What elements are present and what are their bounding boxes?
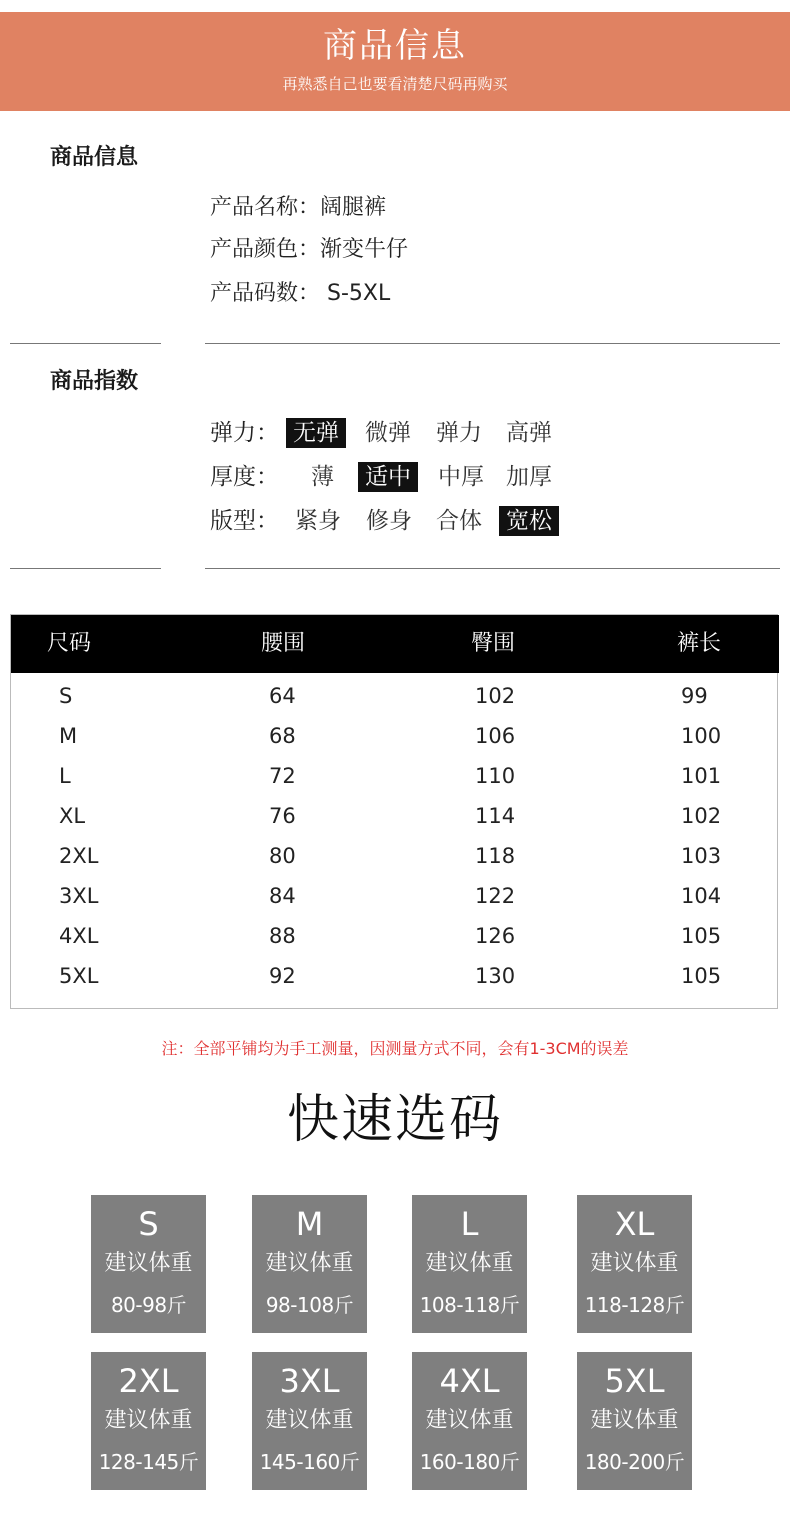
table-cell: 5XL: [59, 964, 99, 988]
thickness-label: 厚度：: [210, 464, 279, 490]
card-size-label: M: [295, 1205, 324, 1243]
table-cell: 130: [475, 964, 516, 988]
size-card: [577, 1195, 692, 1333]
table-cell: XL: [59, 804, 86, 828]
fit-option: 修身: [366, 508, 412, 534]
table-row: [11, 796, 777, 836]
thickness-option: 中厚: [438, 464, 484, 490]
table-cell: 118: [475, 844, 516, 868]
card-size-label: S: [138, 1205, 159, 1243]
card-weight-label: 建议体重: [104, 1251, 193, 1276]
table-cell: 88: [269, 924, 296, 948]
elasticity-label: 弹力：: [210, 420, 279, 446]
product-name-line: 产品名称：阔腿裤: [210, 195, 387, 220]
card-weight-label: 建议体重: [590, 1251, 679, 1276]
thickness-option-selected: 适中: [358, 462, 418, 492]
card-weight-range: 108-118斤: [419, 1293, 520, 1317]
card-weight-range: 160-180斤: [419, 1450, 520, 1474]
card-weight-range: 98-108斤: [265, 1293, 354, 1317]
elasticity-option: 弹力: [436, 420, 482, 446]
header-hip: 臀围: [471, 631, 516, 656]
card-size-label: 3XL: [279, 1362, 340, 1400]
thickness-option: 薄: [311, 464, 334, 490]
table-row: [11, 836, 777, 876]
size-table: [10, 614, 778, 1009]
size-card: [252, 1195, 367, 1333]
table-row: [11, 916, 777, 956]
table-cell: M: [59, 724, 78, 748]
table-cell: 110: [475, 764, 516, 788]
table-header: [11, 615, 779, 673]
card-weight-range: 128-145斤: [98, 1450, 199, 1474]
card-weight-range: 118-128斤: [584, 1293, 685, 1317]
divider-right: [205, 568, 780, 569]
header-size: 尺码: [47, 631, 92, 656]
size-card: [91, 1195, 206, 1333]
quick-select-title: 快速选码: [286, 1090, 503, 1150]
table-cell: 80: [269, 844, 296, 868]
table-cell: 3XL: [59, 884, 99, 908]
header-length: 裤长: [677, 631, 722, 656]
product-color-line: 产品颜色：渐变牛仔: [210, 237, 409, 262]
table-row: [11, 716, 777, 756]
table-cell: 100: [681, 724, 722, 748]
table-cell: 4XL: [59, 924, 99, 948]
card-weight-label: 建议体重: [104, 1408, 193, 1433]
fit-option-selected: 宽松: [499, 506, 559, 536]
card-weight-label: 建议体重: [265, 1251, 354, 1276]
table-cell: 99: [681, 684, 708, 708]
card-weight-range: 180-200斤: [584, 1450, 685, 1474]
table-cell: 122: [475, 884, 516, 908]
elasticity-option: 微弹: [365, 420, 411, 446]
table-row: [11, 756, 777, 796]
card-size-label: 4XL: [439, 1362, 500, 1400]
table-row: [11, 876, 777, 916]
divider-left: [10, 568, 161, 569]
table-cell: 102: [475, 684, 516, 708]
size-card: [577, 1352, 692, 1490]
measurement-note: 注：全部平铺均为手工测量，因测量方式不同，会有1-3CM的误差: [161, 1039, 629, 1058]
table-cell: 126: [475, 924, 516, 948]
card-size-label: XL: [614, 1205, 655, 1243]
table-cell: 114: [475, 804, 516, 828]
header-banner: [0, 12, 790, 111]
product-info-heading: 商品信息: [50, 145, 139, 170]
table-cell: 101: [681, 764, 722, 788]
fit-label: 版型：: [210, 508, 279, 534]
card-weight-range: 80-98斤: [110, 1293, 187, 1317]
table-cell: 92: [269, 964, 296, 988]
card-weight-label: 建议体重: [590, 1408, 679, 1433]
card-weight-label: 建议体重: [425, 1251, 514, 1276]
card-size-label: 5XL: [604, 1362, 665, 1400]
size-card: [91, 1352, 206, 1490]
thickness-option: 加厚: [506, 464, 552, 490]
card-size-label: L: [460, 1205, 479, 1243]
table-row: [11, 676, 777, 716]
banner-subtitle: 再熟悉自己也要看清楚尺码再购买: [282, 75, 508, 93]
header-waist: 腰围: [261, 631, 306, 656]
table-cell: 76: [269, 804, 296, 828]
table-cell: 72: [269, 764, 296, 788]
table-cell: L: [59, 764, 71, 788]
table-cell: 105: [681, 924, 722, 948]
table-cell: 104: [681, 884, 722, 908]
table-cell: 68: [269, 724, 296, 748]
table-cell: 84: [269, 884, 296, 908]
card-size-label: 2XL: [118, 1362, 179, 1400]
table-cell: 103: [681, 844, 722, 868]
product-index-heading: 商品指数: [50, 369, 139, 394]
table-cell: 105: [681, 964, 722, 988]
table-cell: 106: [475, 724, 516, 748]
divider-right: [205, 343, 780, 344]
product-size-range-line: 产品码数： S-5XL: [210, 281, 391, 306]
elasticity-option: 高弹: [506, 420, 552, 446]
table-cell: 2XL: [59, 844, 99, 868]
size-card: [412, 1352, 527, 1490]
divider-left: [10, 343, 161, 344]
fit-option: 合体: [436, 508, 482, 534]
table-cell: 64: [269, 684, 296, 708]
size-card: [412, 1195, 527, 1333]
elasticity-option-selected: 无弹: [286, 418, 346, 448]
table-row: [11, 956, 777, 996]
card-weight-range: 145-160斤: [259, 1450, 360, 1474]
fit-option: 紧身: [295, 508, 341, 534]
table-cell: S: [59, 684, 73, 708]
card-weight-label: 建议体重: [265, 1408, 354, 1433]
size-card: [252, 1352, 367, 1490]
banner-title: 商品信息: [323, 26, 467, 66]
table-cell: 102: [681, 804, 722, 828]
card-weight-label: 建议体重: [425, 1408, 514, 1433]
